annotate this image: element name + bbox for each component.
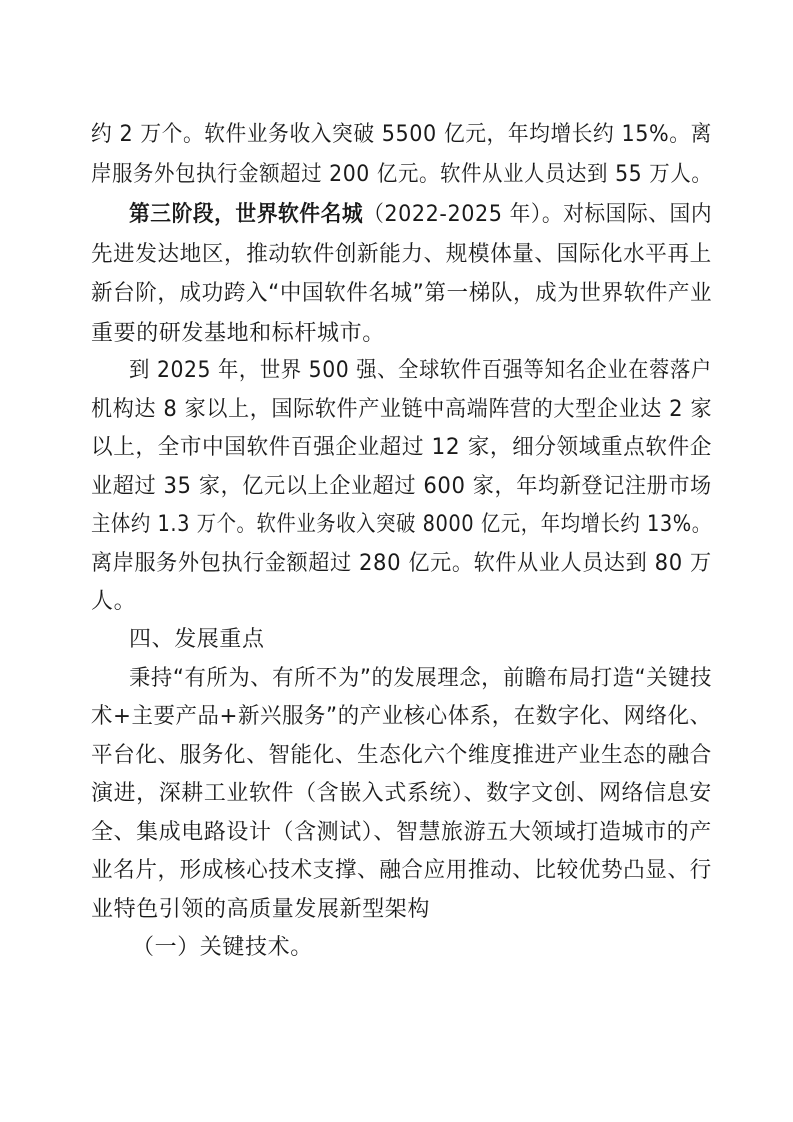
text-line: 业名片，形成核心技术支撑、融合应用推动、比较优势凸显、行 bbox=[91, 858, 712, 883]
text-line: 机构达 8 家以上，国际软件产业链中高端阵营的大型企业达 2 家 bbox=[91, 397, 713, 422]
text-line: 术+主要产品+新兴服务”的产业核心体系，在数字化、网络化、 bbox=[91, 704, 712, 729]
text-line: 业特色引领的高质量发展新型架构 bbox=[91, 897, 431, 922]
text-line: 业超过 35 家，亿元以上企业超过 600 家，年均新登记注册市场 bbox=[91, 474, 712, 499]
text-line: 秉持“有所为、有所不为”的发展理念，前瞻布局打造“关键技 bbox=[129, 666, 712, 691]
text-line: 主体约 1.3 万个。软件业务收入突破 8000 亿元，年均增长约 13%。 bbox=[91, 512, 712, 537]
text-line: 人。 bbox=[91, 589, 137, 614]
text-line: 离岸服务外包执行金额超过 280 亿元。软件从业人员达到 80 万 bbox=[91, 551, 712, 576]
text-line: 先进发达地区，推动软件创新能力、规模体量、国际化水平再上 bbox=[91, 242, 712, 267]
text-line: 新台阶，成功跨入“中国软件名城”第一梯队，成为世界软件产业 bbox=[91, 281, 713, 306]
subsection-heading: （一）关键技术。 bbox=[132, 935, 313, 960]
text-line: 岸服务外包执行金额超过 200 亿元。软件从业人员达到 55 万人。 bbox=[91, 162, 713, 187]
text-line: 全、集成电路设计（含测试）、智慧旅游五大领域打造城市的产 bbox=[91, 820, 712, 845]
stage-three-first-line bbox=[129, 198, 712, 232]
text-line: 约 2 万个。软件业务收入突破 5500 亿元，年均增长约 15%。离 bbox=[91, 122, 712, 147]
text-line: 平台化、服务化、智能化、生态化六个维度推进产业生态的融合 bbox=[91, 743, 712, 768]
text-line: 以上，全市中国软件百强企业超过 12 家，细分领域重点软件企 bbox=[91, 435, 712, 460]
stage-three-heading: 第三阶段，世界软件名城 bbox=[129, 202, 364, 227]
text-line: 演进，深耕工业软件（含嵌入式系统）、数字文创、网络信息安 bbox=[91, 781, 712, 806]
stage-three-period: （2022-2025 年）。对标国际、国内 bbox=[363, 202, 713, 227]
text-line: 到 2025 年，世界 500 强、全球软件百强等知名企业在蓉落户 bbox=[129, 358, 712, 383]
text-line: 重要的研发基地和标杆城市。 bbox=[91, 321, 385, 346]
section-heading: 四、发展重点 bbox=[129, 627, 265, 652]
